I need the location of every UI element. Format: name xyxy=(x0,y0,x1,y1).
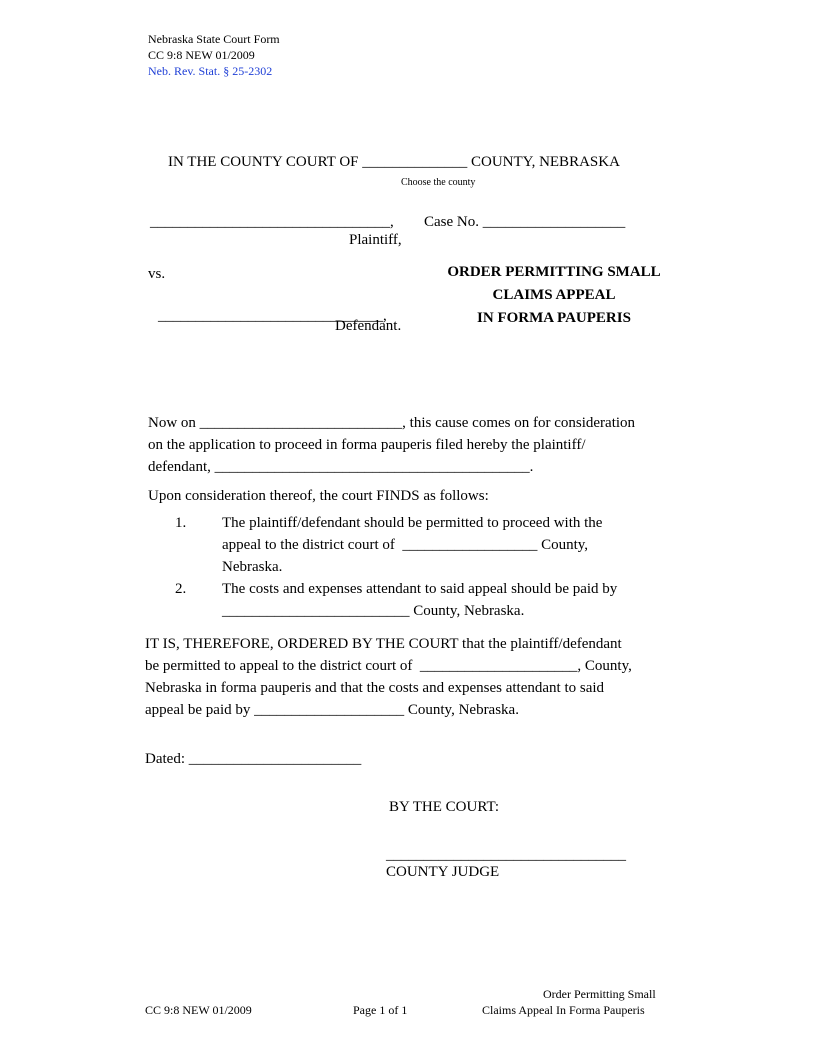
plaintiff-label: Plaintiff, xyxy=(349,232,402,248)
footer-title-line-1: Order Permitting Small xyxy=(543,987,656,1001)
intro-line-3 xyxy=(148,459,533,476)
finding-1-prefix: appeal to the district court of xyxy=(222,537,395,553)
finding-1-line-2 xyxy=(222,537,588,554)
order-district-field[interactable]: _____________________ xyxy=(419,658,578,674)
intro-prefix: Now on xyxy=(148,415,196,431)
document-title xyxy=(414,261,694,330)
order-line-3: Nebraska in forma pauperis and that the costs and expenses attendant to said xyxy=(145,680,605,696)
party-field[interactable]: __________________________________________ xyxy=(214,459,530,475)
case-no-field[interactable]: ___________________ xyxy=(482,214,626,230)
form-code: CC 9:8 NEW 01/2009 xyxy=(148,48,255,62)
dated-line xyxy=(145,751,361,768)
finding-1-number: 1. xyxy=(175,515,187,531)
title-line-3: IN FORMA PAUPERIS xyxy=(477,310,631,326)
finding-1-line-1: The plaintiff/defendant should be permitted to proceed with the xyxy=(222,515,603,531)
finding-2-suffix: County, Nebraska. xyxy=(413,603,525,619)
defendant-field[interactable]: ______________________________, xyxy=(158,308,387,324)
order-line-2 xyxy=(145,658,632,675)
intro-line-1 xyxy=(148,415,635,432)
plaintiff-field[interactable]: ________________________________, xyxy=(150,214,394,230)
intro-line-3-prefix: defendant, xyxy=(148,459,211,475)
intro-line-3-suffix: . xyxy=(529,459,534,475)
court-line xyxy=(168,154,620,171)
case-number xyxy=(424,214,625,231)
findings-intro: Upon consideration thereof, the court FINDS as follows: xyxy=(148,488,489,504)
dated-field[interactable]: _______________________ xyxy=(188,751,362,767)
intro-line-2: on the application to proceed in forma pauperis filed hereby the plaintiff/ xyxy=(148,437,586,453)
finding-2-number: 2. xyxy=(175,581,187,597)
title-line-1: ORDER PERMITTING SMALL xyxy=(447,264,661,280)
finding-2-county-field[interactable]: _________________________ xyxy=(222,603,410,619)
finding-1-line-3: Nebraska. xyxy=(222,559,283,575)
title-line-2: CLAIMS APPEAL xyxy=(492,287,616,303)
county-select[interactable]: ______________ xyxy=(362,154,468,170)
form-name: Nebraska State Court Form xyxy=(148,32,280,46)
defendant-label: Defendant. xyxy=(335,318,402,334)
county-hint: Choose the county xyxy=(401,177,476,188)
order-county-field[interactable]: ____________________ xyxy=(254,702,405,718)
footer-title-line-2: Claims Appeal In Forma Pauperis xyxy=(482,1003,645,1017)
order-line-4 xyxy=(145,702,519,719)
dated-label: Dated: xyxy=(145,751,185,767)
finding-1-suffix: County, xyxy=(541,537,589,553)
order-line-4-suffix: County, Nebraska. xyxy=(407,702,519,718)
finding-1-district-field[interactable]: __________________ xyxy=(402,537,538,553)
court-line-prefix: IN THE COUNTY COURT OF xyxy=(168,154,359,170)
footer-form-code: CC 9:8 NEW 01/2009 xyxy=(145,1003,252,1017)
intro-suffix: , this cause comes on for consideration xyxy=(402,415,636,431)
by-the-court: BY THE COURT: xyxy=(389,799,500,815)
court-line-suffix: COUNTY, NEBRASKA xyxy=(471,154,620,170)
signature-line[interactable]: ________________________________ xyxy=(386,847,626,863)
date-field[interactable]: ___________________________ xyxy=(199,415,403,431)
vs-label: vs. xyxy=(148,266,166,282)
case-no-label: Case No. xyxy=(424,214,479,230)
order-line-2-prefix: be permitted to appeal to the district court of xyxy=(145,658,413,674)
statute-link[interactable]: Neb. Rev. Stat. § 25-2302 xyxy=(148,64,273,78)
footer-page-number: Page 1 of 1 xyxy=(353,1003,408,1017)
judge-title: COUNTY JUDGE xyxy=(386,864,500,880)
order-line-2-suffix: , County, xyxy=(577,658,632,674)
order-line-1: IT IS, THEREFORE, ORDERED BY THE COURT that the plaintiff/defendant xyxy=(145,636,622,652)
order-line-4-prefix: appeal be paid by xyxy=(145,702,251,718)
finding-2-line-1: The costs and expenses attendant to said appeal should be paid by xyxy=(222,581,618,597)
finding-2-line-2 xyxy=(222,603,524,620)
